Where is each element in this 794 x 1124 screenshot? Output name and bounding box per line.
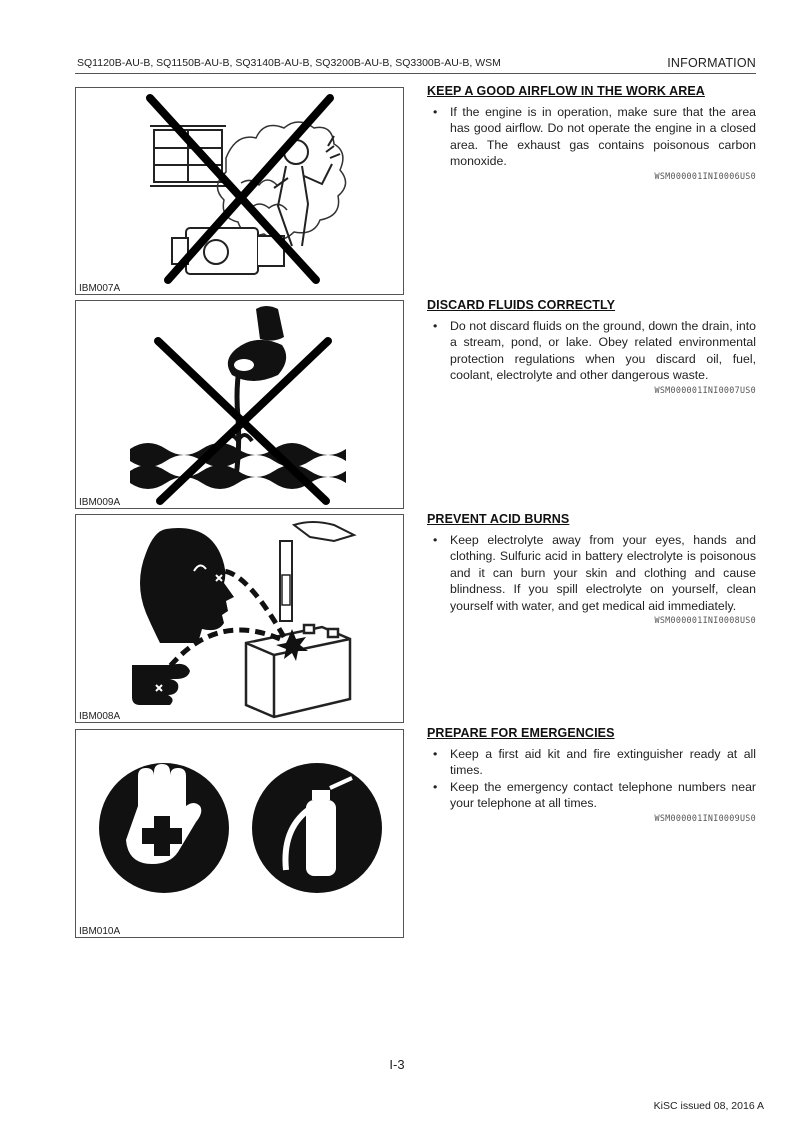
section-emergencies bbox=[427, 726, 756, 823]
bullet-list bbox=[427, 532, 756, 614]
figure-label: IBM009A bbox=[79, 497, 121, 508]
bullet-item: • If the engine is in operation, make sure that the area has good airflow. Do not operate the engine in a closed area. The exhaust gas contains poisonous carbon monoxide. bbox=[433, 105, 756, 169]
reference-code: WSM000001INI0006US0 bbox=[654, 170, 756, 181]
figure-label: IBM008A bbox=[79, 711, 121, 722]
figure-label: IBM010A bbox=[79, 926, 121, 937]
acid-splash-icon bbox=[76, 515, 404, 723]
bullet-list bbox=[427, 104, 756, 170]
section-title: DISCARD FLUIDS CORRECTLY bbox=[427, 298, 616, 312]
section-fluids bbox=[427, 298, 756, 395]
figure-airflow bbox=[75, 87, 404, 295]
reference-code: WSM000001INI0009US0 bbox=[654, 812, 756, 823]
figure-fluids bbox=[75, 300, 404, 509]
bullet-item: • Keep the emergency contact telephone numbers near your telephone at all times. bbox=[433, 779, 756, 811]
header-rule bbox=[75, 73, 756, 74]
no-closed-area-engine-icon bbox=[76, 88, 404, 295]
section-airflow bbox=[427, 84, 756, 181]
bullet-item: • Do not discard fluids on the ground, down the drain, into a stream, pond, or lake. Obey related environmental protection regulations when you discard oil, fuel, coolant, electrolyte and other dangerous waste. bbox=[433, 319, 756, 383]
figure-label: IBM007A bbox=[79, 283, 121, 294]
no-fluid-dumping-icon bbox=[76, 301, 404, 509]
bullet-item: • Keep electrolyte away from your eyes, hands and clothing. Sulfuric acid in battery electrolyte is poisonous and it can burn your skin and clothing and cause blindness. If you spill electrolyte on yourself, clean yourself with water, and get medical aid immediately. bbox=[433, 533, 756, 613]
section-title: PREVENT ACID BURNS bbox=[427, 512, 570, 526]
section-title: PREPARE FOR EMERGENCIES bbox=[427, 726, 615, 740]
figure-acid bbox=[75, 514, 404, 723]
bullet-list bbox=[427, 746, 756, 812]
bullet-list bbox=[427, 318, 756, 384]
bullet-item: • Keep a first aid kit and fire extinguisher ready at all times. bbox=[433, 747, 756, 778]
reference-code: WSM000001INI0007US0 bbox=[654, 384, 756, 395]
figure-emergencies bbox=[75, 729, 404, 938]
header-models: SQ1120B-AU-B, SQ1150B-AU-B, SQ3140B-AU-B, SQ3200B-AU-B, SQ3300B-AU-B, WSM bbox=[77, 57, 501, 69]
reference-code: WSM000001INI0008US0 bbox=[654, 615, 756, 626]
first-aid-and-extinguisher-icon bbox=[76, 730, 404, 938]
page-number: I-3 bbox=[389, 1057, 405, 1072]
issue-note: KiSC issued 08, 2016 A bbox=[653, 1100, 764, 1112]
section-title: KEEP A GOOD AIRFLOW IN THE WORK AREA bbox=[427, 84, 705, 98]
section-acid bbox=[427, 512, 756, 625]
header-section-title: INFORMATION bbox=[667, 56, 756, 70]
